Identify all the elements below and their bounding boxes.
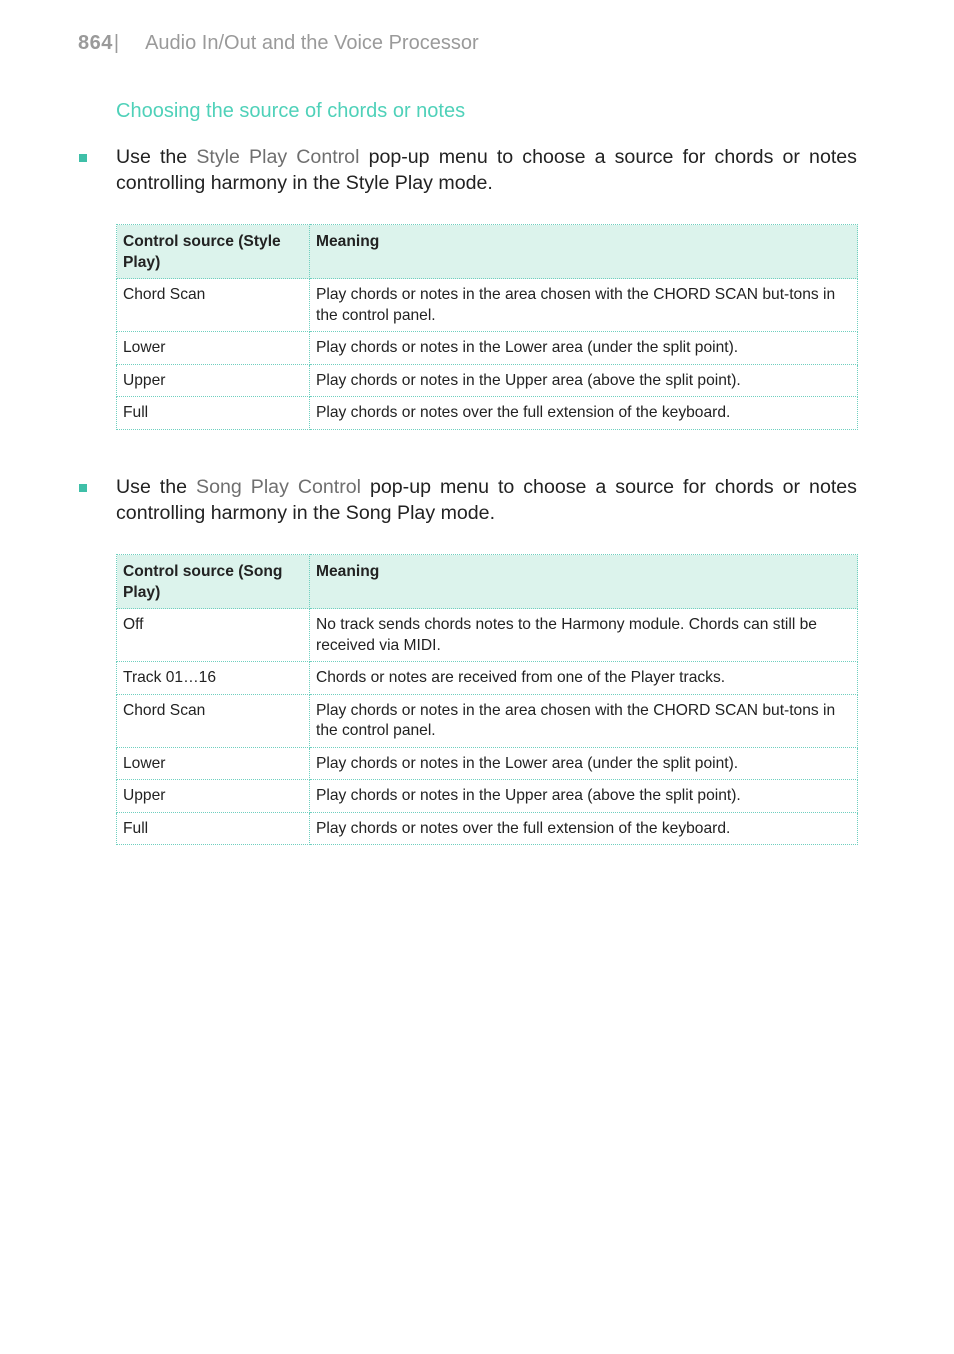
table-row (117, 609, 858, 662)
bullet-paragraph-song-play (116, 474, 857, 526)
column-header-control-source: Control source (Song Play) (117, 555, 310, 609)
table-row (117, 364, 858, 397)
cell-source: Upper (117, 364, 310, 397)
table-row (117, 332, 858, 365)
cell-meaning: Play chords or notes in the Lower area (under the split point). (310, 747, 858, 780)
table-row (117, 747, 858, 780)
song-play-control-table (116, 554, 858, 845)
cell-source: Full (117, 812, 310, 845)
cell-source: Track 01…16 (117, 662, 310, 695)
section-title: Choosing the source of chords or notes (116, 100, 466, 122)
cell-meaning: No track sends chords notes to the Harmony module. Chords can still be received via MIDI. (310, 609, 858, 662)
bullet-paragraph-style-play (116, 144, 857, 196)
table-header-row (117, 555, 858, 609)
page-number: 864 (78, 32, 113, 54)
cell-source: Upper (117, 780, 310, 813)
cell-meaning: Play chords or notes over the full extension of the keyboard. (310, 812, 858, 845)
column-header-control-source: Control source (Style Play) (117, 225, 310, 279)
cell-source: Chord Scan (117, 694, 310, 747)
paragraph-text-before: Use the (116, 476, 197, 498)
cell-source: Full (117, 397, 310, 430)
cell-meaning: Play chords or notes in the Lower area (under the split point). (310, 332, 858, 365)
paragraph-text-after: pop-up menu to choose a source for chords or notes controlling harmony in the Song Play mode. (116, 476, 857, 524)
bullet-square-icon (79, 484, 87, 492)
page-header (78, 32, 479, 55)
ui-control-name: Song Play Control (196, 476, 362, 498)
table-row (117, 694, 858, 747)
column-header-meaning: Meaning (310, 555, 858, 609)
table-row (117, 397, 858, 430)
cell-meaning: Chords or notes are received from one of the Player tracks. (310, 662, 858, 695)
chapter-title: Audio In/Out and the Voice Processor (145, 32, 479, 54)
column-header-meaning: Meaning (310, 225, 858, 279)
cell-source: Lower (117, 747, 310, 780)
cell-meaning: Play chords or notes in the Upper area (above the split point). (310, 364, 858, 397)
style-play-control-table (116, 224, 858, 430)
cell-source: Lower (117, 332, 310, 365)
cell-meaning: Play chords or notes over the full extension of the keyboard. (310, 397, 858, 430)
cell-source: Chord Scan (117, 279, 310, 332)
table-row (117, 662, 858, 695)
cell-meaning: Play chords or notes in the area chosen with the CHORD SCAN but-tons in the control panel. (310, 279, 858, 332)
paragraph-text-after: pop-up menu to choose a source for chords or notes controlling harmony in the Style Play mode. (116, 146, 857, 194)
cell-meaning: Play chords or notes in the area chosen with the CHORD SCAN but-tons in the control panel. (310, 694, 858, 747)
cell-source: Off (117, 609, 310, 662)
bullet-square-icon (79, 154, 87, 162)
cell-meaning: Play chords or notes in the Upper area (above the split point). (310, 780, 858, 813)
table-header-row (117, 225, 858, 279)
table-row (117, 812, 858, 845)
ui-control-name: Style Play Control (196, 146, 360, 168)
paragraph-text-before: Use the (116, 146, 197, 168)
header-separator: | (113, 32, 120, 54)
table-row (117, 780, 858, 813)
table-row (117, 279, 858, 332)
